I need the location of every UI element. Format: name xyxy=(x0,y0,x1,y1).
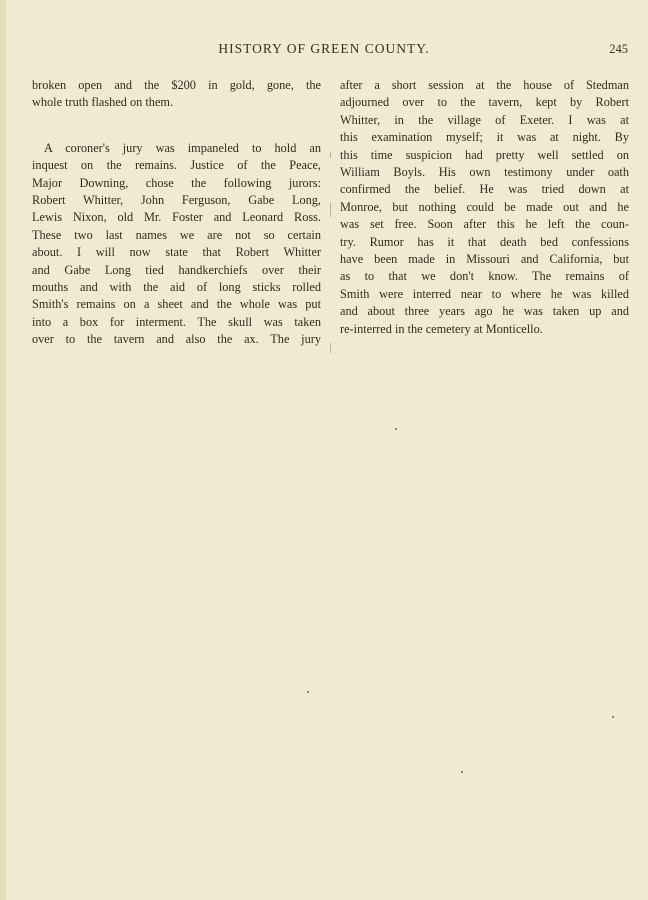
text-line: William Boyls. His own testimony under oath xyxy=(340,165,629,180)
column-rule xyxy=(330,343,331,353)
page-header xyxy=(0,41,648,61)
text-line: over to the tavern and also the ax. The jury xyxy=(32,332,321,347)
text-line: as to that we don't know. The remains of xyxy=(340,269,629,284)
text-line: and Gabe Long tied handkerchiefs over their xyxy=(32,262,321,277)
text-line: inquest on the remains. Justice of the Peace, xyxy=(32,158,321,173)
right-column xyxy=(340,77,629,338)
text-line: this examination myself; it was at night. By xyxy=(340,130,629,145)
text-line: into a box for interment. The skull was taken xyxy=(32,314,321,329)
column-rule xyxy=(330,152,331,158)
paragraph xyxy=(32,140,321,349)
text-line: confirmed the belief. He was tried down at xyxy=(340,182,629,197)
text-line: Lewis Nixon, old Mr. Foster and Leonard Ross. xyxy=(32,210,321,225)
text-line: Smith were interred near to where he was killed xyxy=(340,286,629,301)
paper-speck xyxy=(461,771,463,773)
paper-speck xyxy=(395,428,397,430)
text-line: Whitter, in the village of Exeter. I was at xyxy=(340,112,629,127)
text-line: broken open and the $200 in gold, gone, the xyxy=(32,78,321,92)
page-edge-shadow xyxy=(0,0,6,900)
text-line: re-interred in the cemetery at Monticello. xyxy=(340,321,543,336)
text-line: A coroner's jury was impaneled to hold an xyxy=(44,140,321,155)
text-line: Robert Whitter, John Ferguson, Gabe Long, xyxy=(32,193,321,208)
text-line: have been made in Missouri and California, but xyxy=(340,252,629,267)
text-line: These two last names we are not so certain xyxy=(32,227,321,242)
text-line: whole truth flashed on them. xyxy=(32,95,174,110)
text-line: was set free. Soon after this he left the coun- xyxy=(340,217,629,232)
running-title: HISTORY OF GREEN COUNTY. xyxy=(218,41,430,56)
column-rule xyxy=(330,203,331,217)
left-column xyxy=(32,77,321,349)
text-line: this time suspicion had pretty well settled on xyxy=(340,147,629,162)
text-line: Major Downing, chose the following jurors: xyxy=(32,175,321,190)
paper-speck xyxy=(307,691,309,693)
paragraph xyxy=(32,77,321,112)
paper-speck xyxy=(612,716,614,718)
text-line: about. I will now state that Robert Whitter xyxy=(32,245,321,260)
text-line: and about three years ago he was taken up and xyxy=(340,304,629,319)
text-line: Monroe, but nothing could be made out and he xyxy=(340,199,629,214)
paragraph xyxy=(340,77,629,338)
text-line: Smith's remains on a sheet and the whole was put xyxy=(32,297,321,312)
page-number: 245 xyxy=(609,42,628,56)
text-line: try. Rumor has it that death bed confessions xyxy=(340,234,629,249)
text-line: mouths and with the aid of long sticks rolled xyxy=(32,280,321,295)
text-line: adjourned over to the tavern, kept by Robert xyxy=(340,95,629,110)
text-line: after a short session at the house of Stedman xyxy=(340,78,629,92)
